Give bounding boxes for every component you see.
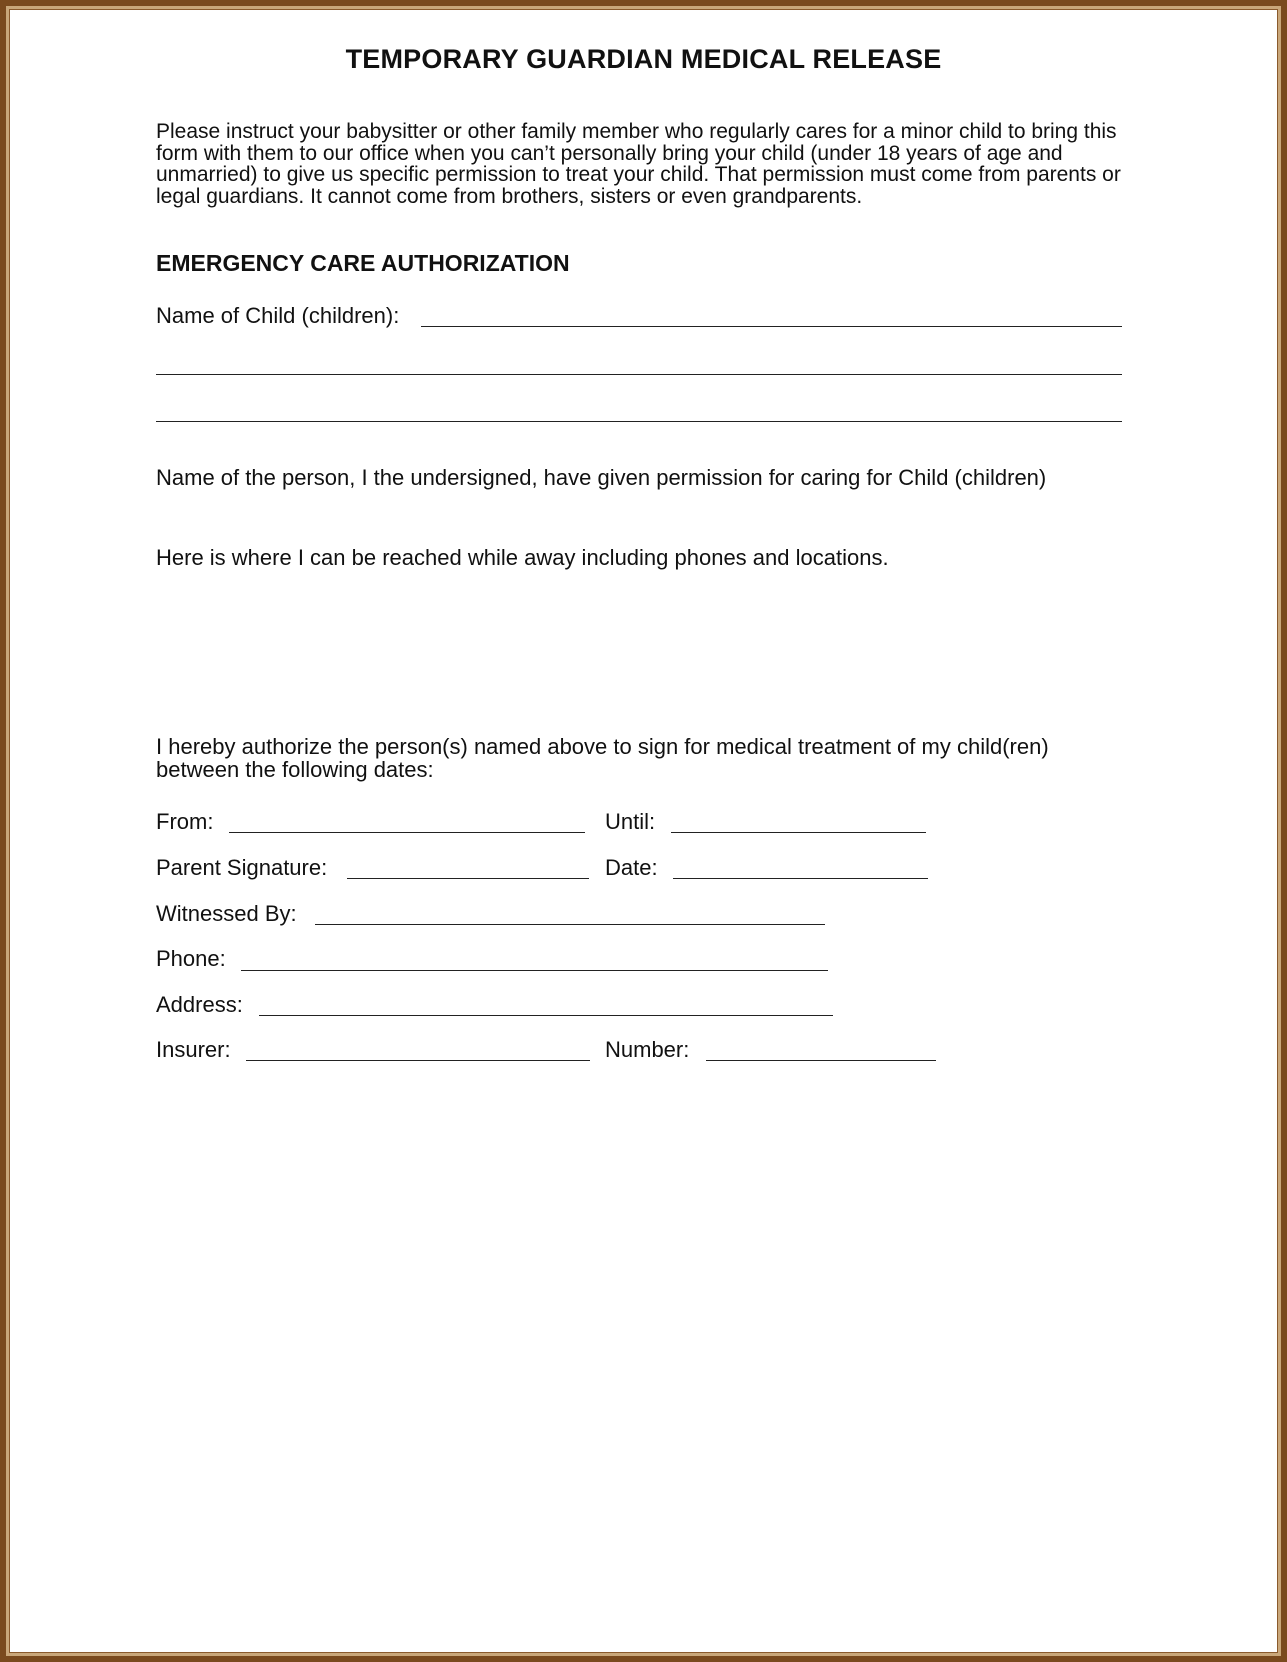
until-field[interactable]: [671, 832, 926, 833]
intro-paragraph: Please instruct your babysitter or other family member who regularly cares for a minor child to bring this form with them to our office when you can’t personally bring your child (under 18 years of age and unmarried) to give us specific permission to treat your child. That permission must come from parents or legal guardians. It cannot come from brothers, sisters or even grandparents.: [156, 120, 1121, 208]
until-label: Until:: [605, 809, 656, 834]
date-label: Date:: [605, 855, 658, 880]
child-name-line-1[interactable]: [421, 326, 1122, 327]
phone-field[interactable]: [241, 970, 828, 971]
insurer-label: Insurer:: [156, 1037, 231, 1062]
address-field[interactable]: [259, 1015, 833, 1016]
from-label: From:: [156, 809, 214, 834]
witnessed-by-field[interactable]: [315, 924, 825, 925]
child-name-line-3[interactable]: [156, 421, 1122, 422]
form-title: TEMPORARY GUARDIAN MEDICAL RELEASE: [345, 44, 942, 74]
caregiver-prompt: Name of the person, I the undersigned, have given permission for caring for Child (children): [156, 465, 1047, 490]
authorization-line-1: I hereby authorize the person(s) named above to sign for medical treatment of my child(ren): [156, 734, 1049, 759]
child-name-line-2[interactable]: [156, 374, 1122, 375]
date-field[interactable]: [673, 878, 928, 879]
parent-signature-field[interactable]: [347, 878, 589, 879]
parent-signature-label: Parent Signature:: [156, 855, 328, 880]
witnessed-by-label: Witnessed By:: [156, 901, 297, 926]
section-heading: EMERGENCY CARE AUTHORIZATION: [156, 250, 570, 276]
child-name-label: Name of Child (children):: [156, 303, 400, 328]
insurer-field[interactable]: [246, 1060, 590, 1061]
phone-label: Phone:: [156, 946, 226, 971]
from-field[interactable]: [229, 832, 585, 833]
number-label: Number:: [605, 1037, 690, 1062]
address-label: Address:: [156, 992, 243, 1017]
contact-prompt: Here is where I can be reached while away including phones and locations.: [156, 545, 889, 570]
authorization-line-2: between the following dates:: [156, 757, 434, 782]
number-field[interactable]: [706, 1060, 936, 1061]
